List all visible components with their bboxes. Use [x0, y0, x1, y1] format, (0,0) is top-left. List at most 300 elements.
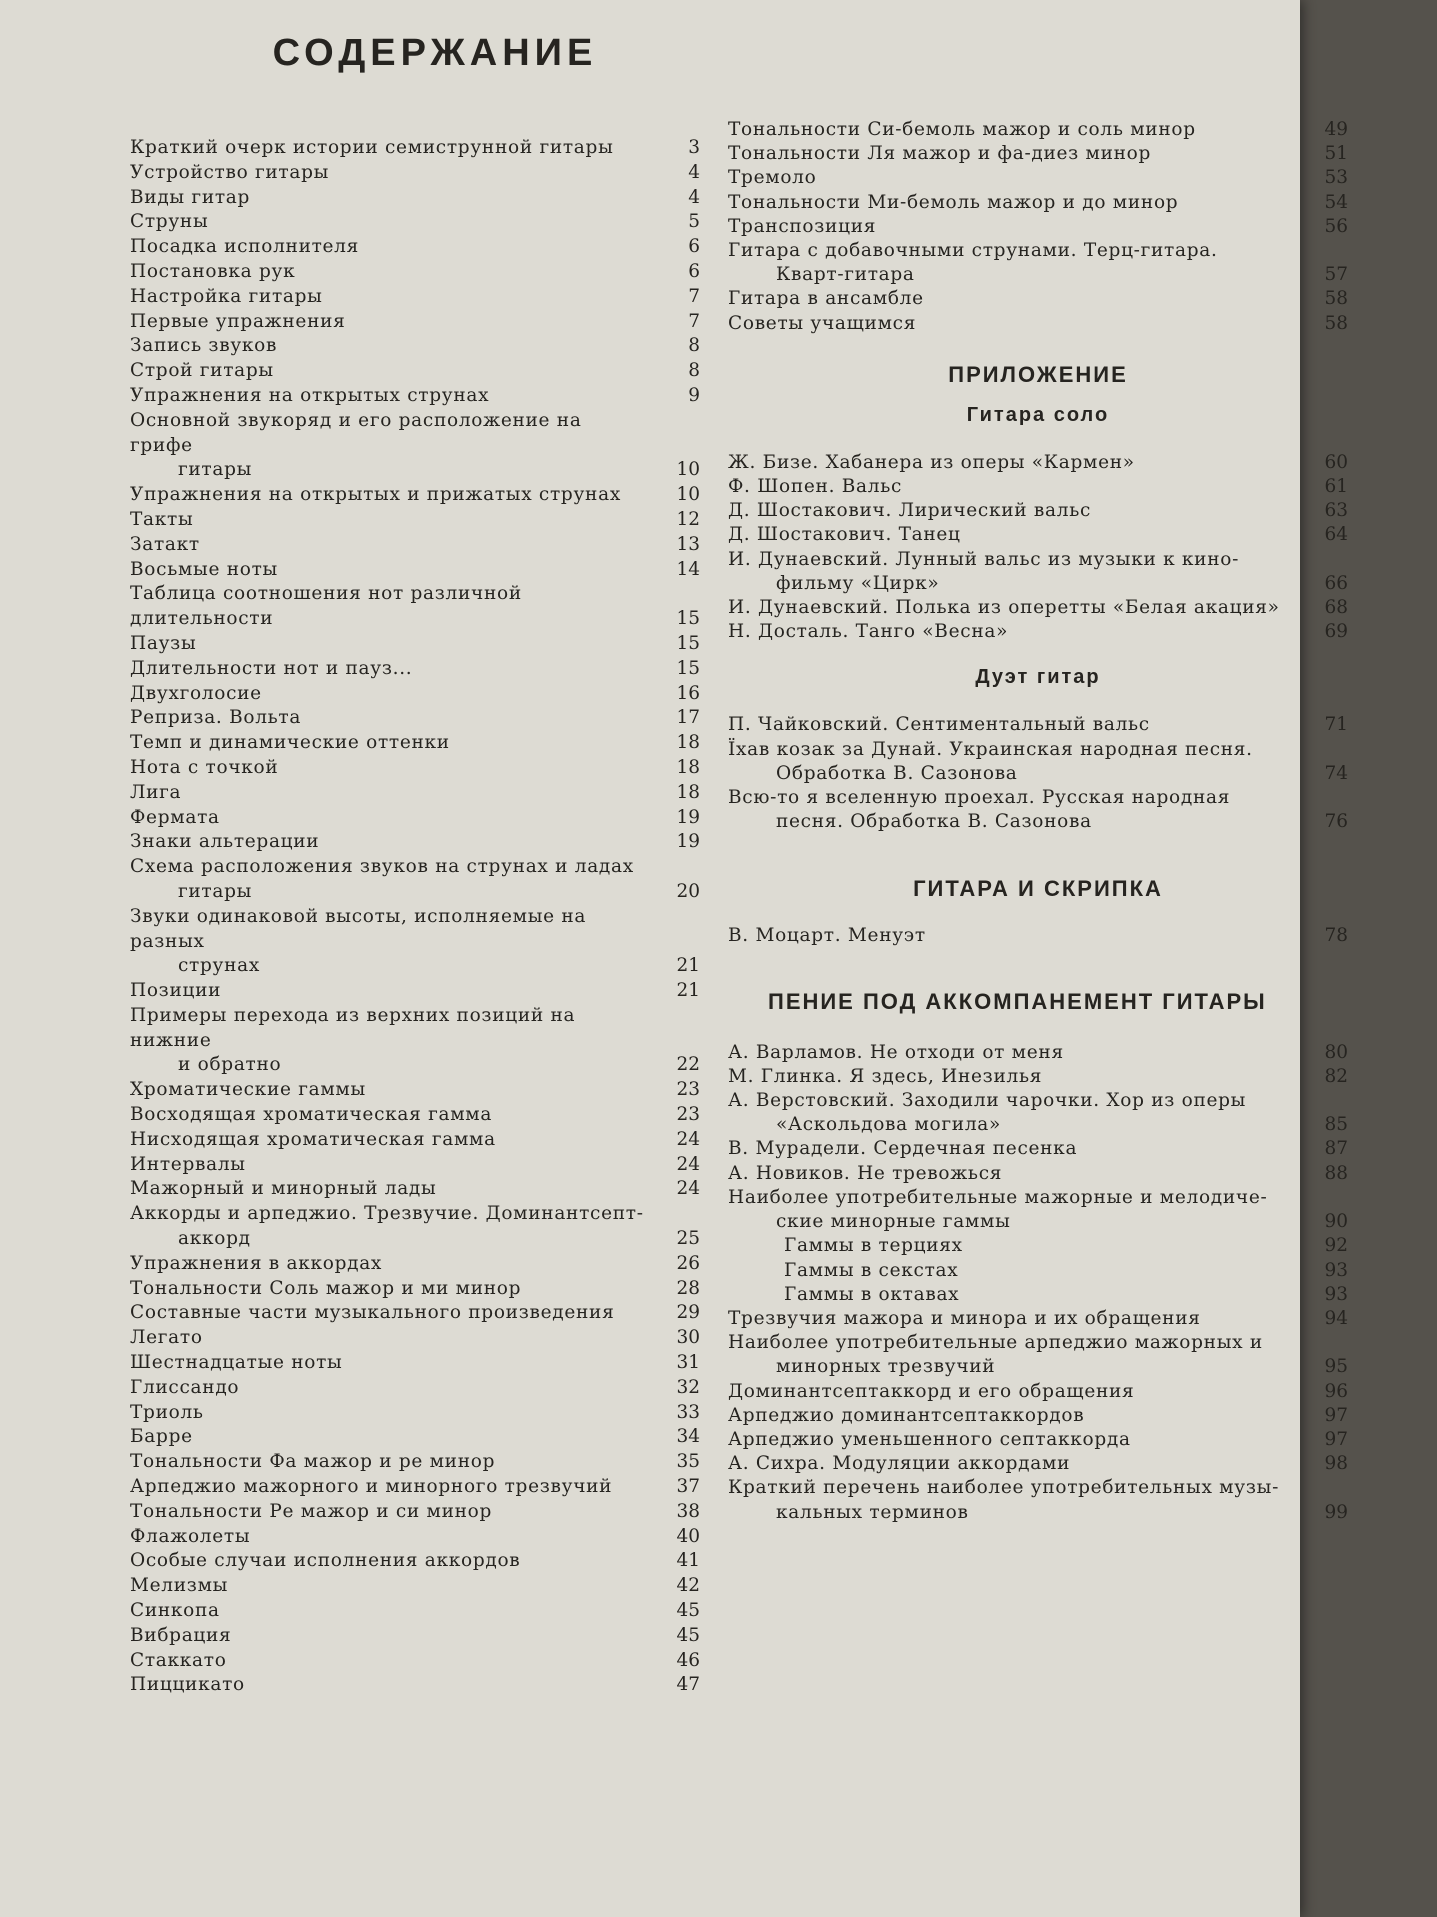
toc-page-number: 68 [1324, 597, 1348, 619]
toc-entry-title-line: ские минорные гаммы [776, 1211, 1011, 1233]
toc-entry-title [728, 1137, 1292, 1161]
toc-entry-title-line: Нота с точкой [130, 756, 279, 778]
toc-page-number: 74 [1324, 762, 1348, 784]
singing-list [728, 1041, 1348, 1525]
toc-page-number: 58 [1324, 288, 1348, 310]
toc-entry [130, 1525, 700, 1550]
toc-entry-title-line: Кварт-гитара [776, 264, 915, 286]
toc-entry [130, 1475, 700, 1500]
toc-entry-title-line: Глиссандо [130, 1376, 240, 1398]
toc-page-number: 7 [688, 285, 700, 307]
toc-page-number: 99 [1324, 1501, 1348, 1523]
toc-entry-title [130, 483, 648, 508]
toc-entry-title-line: Гаммы в секстах [784, 1259, 959, 1281]
toc-entry-title-line: Таблица соотношения нот различной длительности [130, 583, 522, 630]
toc-page-number: 47 [676, 1674, 700, 1696]
toc-entry-title [130, 1649, 648, 1674]
toc-entry-title [130, 1673, 648, 1698]
toc-entry-title [728, 713, 1292, 737]
toc-page-number: 8 [688, 335, 700, 357]
toc-page-number: 15 [676, 657, 700, 679]
toc-entry-title-line: Тональности Ре мажор и си минор [130, 1500, 493, 1522]
toc-entry-title-line: И. Дунаевский. Лунный вальс из музыки к кино- [728, 548, 1240, 570]
toc-page-number: 94 [1324, 1307, 1348, 1329]
toc-entry-title [130, 260, 648, 285]
toc-entry [130, 1103, 700, 1128]
toc-page-number: 31 [676, 1352, 700, 1374]
toc-entry-title [130, 756, 648, 781]
toc-entry-title-line: Упражнения на открытых и прижатых струнах [130, 484, 621, 506]
toc-entry-title-line: минорных трезвучий [776, 1356, 996, 1378]
toc-entry [728, 1259, 1348, 1283]
toc-entry-title-line: Составные части музыкального произведения [130, 1302, 615, 1324]
toc-entry [130, 1078, 700, 1103]
toc-entry [728, 215, 1348, 239]
toc-page-number: 40 [676, 1525, 700, 1547]
toc-page-number: 10 [676, 459, 700, 481]
toc-entry-title-line: Хроматические гаммы [130, 1079, 366, 1101]
toc-entry [728, 924, 1348, 948]
toc-entry-title-line: Д. Шостакович. Лирический вальс [728, 500, 1092, 522]
toc-page-number: 16 [676, 682, 700, 704]
toc-entry-title-line: Всю-то я вселенную проехал. Русская народная [728, 787, 1231, 809]
toc-entry-title [728, 166, 1292, 190]
toc-page-number: 3 [688, 137, 700, 158]
toc-entry-title [728, 786, 1292, 834]
toc-page-number: 4 [688, 161, 700, 183]
toc-entry [130, 632, 700, 657]
toc-entry-title-line: Затакт [130, 533, 200, 555]
toc-entry-title-line: Шестнадцатые ноты [130, 1352, 343, 1374]
toc-page-number: 9 [688, 384, 700, 406]
toc-entry-title-line: Интервалы [130, 1153, 246, 1175]
toc-page-number: 37 [676, 1476, 700, 1498]
toc-entry [130, 359, 700, 384]
toc-entry-title-line: Темп и динамические оттенки [130, 732, 450, 754]
toc-page-number: 25 [676, 1228, 700, 1250]
toc-entry [728, 1476, 1348, 1524]
toc-page-number: 93 [1324, 1283, 1348, 1305]
toc-page-number: 63 [1324, 500, 1348, 522]
toc-entry-title [130, 1549, 648, 1574]
toc-page-number: 97 [1324, 1404, 1348, 1426]
toc-entry [728, 713, 1348, 737]
toc-page-number: 51 [1324, 143, 1348, 165]
toc-entry-title-line: Советы учащимся [728, 312, 917, 334]
toc-entry-title [728, 1452, 1292, 1476]
toc-page-number: 57 [1324, 264, 1348, 286]
toc-page-number: 38 [676, 1500, 700, 1522]
toc-entry-title-line: Краткий очерк истории семиструнной гитары [130, 137, 614, 158]
toc-entry-title-line: аккорд [178, 1228, 251, 1250]
toc-entry-title-line: Легато [130, 1327, 203, 1349]
toc-entry-title [130, 508, 648, 533]
toc-entry-title [728, 191, 1292, 215]
toc-entry [728, 1137, 1348, 1161]
toc-entry-title [728, 215, 1292, 239]
toc-entry-title [130, 657, 648, 682]
toc-entry [728, 499, 1348, 523]
toc-entry-title-line: песня. Обработка В. Сазонова [776, 811, 1092, 833]
toc-page-number: 33 [676, 1401, 700, 1423]
toc-entry-title [130, 359, 648, 384]
toc-entry [130, 285, 700, 310]
toc-entry-title-line: Лига [130, 781, 182, 803]
toc-page-number: 19 [676, 831, 700, 853]
toc-entry-title-line: Мелизмы [130, 1575, 229, 1597]
toc-page-number: 28 [676, 1277, 700, 1299]
toc-entry [728, 1041, 1348, 1065]
toc-entry [130, 905, 700, 979]
toc-entry-title [728, 1307, 1292, 1331]
toc-page-number: 82 [1324, 1065, 1348, 1087]
toc-entry-title [728, 1404, 1292, 1428]
toc-entry-title-line: Пиццикато [130, 1674, 245, 1696]
toc-entry [728, 1162, 1348, 1186]
toc-page-number: 18 [676, 732, 700, 754]
toc-entry-title-line: А. Варламов. Не отходи от меня [728, 1041, 1064, 1063]
page-title: СОДЕРЖАНИЕ [272, 32, 598, 74]
toc-entry-title-line: Гаммы в октавах [784, 1283, 960, 1305]
toc-entry-title-line: Виды гитар [130, 186, 251, 208]
toc-page-number: 30 [676, 1327, 700, 1349]
toc-entry-title-line: Строй гитары [130, 360, 274, 382]
toc-page-number: 17 [676, 707, 700, 729]
toc-entry-title [130, 285, 648, 310]
toc-entry-title-line: А. Верстовский. Заходили чарочки. Хор из оперы [728, 1090, 1247, 1112]
toc-entry-title-line: Схема расположения звуков на струнах и ладах [130, 856, 634, 878]
toc-entry [130, 756, 700, 781]
toc-page-number: 87 [1324, 1138, 1348, 1160]
toc-entry-title-line: Тональности Соль мажор и ми минор [130, 1277, 522, 1299]
toc-entry [728, 523, 1348, 547]
toc-entry [130, 558, 700, 583]
toc-entry [728, 596, 1348, 620]
toc-page-number: 24 [676, 1178, 700, 1200]
toc-entry-title [130, 186, 648, 211]
toc-entry-title-line: Аккорды и арпеджио. Трезвучие. Доминантсепт- [130, 1203, 644, 1225]
toc-entry [728, 1065, 1348, 1089]
toc-entry-title [130, 1004, 648, 1078]
toc-page-number: 60 [1324, 451, 1348, 473]
toc-page-number: 78 [1324, 925, 1348, 947]
toc-entry-title [728, 620, 1292, 644]
toc-entry [130, 1351, 700, 1376]
toc-entry-title-line: Барре [130, 1426, 193, 1448]
toc-entry-title [728, 1162, 1292, 1186]
toc-entry-title-line: Тональности Фа мажор и ре минор [130, 1451, 496, 1473]
toc-entry-title [728, 142, 1292, 166]
toc-entry-title-line: Наиболее употребительные мажорные и мелодиче- [728, 1186, 1268, 1208]
toc-page-number: 5 [688, 211, 700, 233]
toc-entry-title [130, 1277, 648, 1302]
singing-heading: ПЕНИЕ ПОД АККОМПАНЕМЕНТ ГИТАРЫ [768, 988, 1267, 1014]
toc-page-number: 71 [1324, 714, 1348, 736]
toc-entry-title-line: Н. Досталь. Танго «Весна» [728, 621, 1009, 643]
toc-entry [130, 533, 700, 558]
toc-entry-title-line: гитары [178, 880, 253, 902]
toc-entry-title-line: А. Новиков. Не тревожься [728, 1162, 1003, 1184]
toc-page-number: 21 [676, 980, 700, 1002]
toc-entry [130, 855, 700, 905]
toc-entry-title-line: Восходящая хроматическая гамма [130, 1104, 493, 1126]
toc-entry [130, 731, 700, 756]
toc-page-number: 23 [676, 1079, 700, 1101]
toc-page-number: 4 [688, 186, 700, 208]
toc-entry-title-line: Тональности Ми-бемоль мажор и до минор [728, 191, 1179, 213]
toc-entry-title [728, 1283, 1292, 1307]
toc-page-number: 93 [1324, 1259, 1348, 1281]
guitar-duet-heading: Дуэт гитар [975, 666, 1101, 689]
toc-entry-title-line: Основной звукоряд и его расположение на грифе [130, 409, 582, 456]
toc-entry [130, 1301, 700, 1326]
toc-entry [130, 1376, 700, 1401]
toc-page-number: 92 [1324, 1235, 1348, 1257]
toc-entry-title [728, 1331, 1292, 1379]
toc-entry-title-line: Наиболее употребительные арпеджио мажорных и [728, 1332, 1263, 1354]
toc-entry [728, 451, 1348, 475]
toc-entry [130, 310, 700, 335]
toc-entry-title [728, 548, 1292, 596]
toc-entry [130, 1128, 700, 1153]
toc-entry [130, 1599, 700, 1624]
toc-entry-title [130, 235, 648, 260]
guitar-solo-list [728, 451, 1348, 645]
toc-entry-title-line: Стаккато [130, 1649, 227, 1671]
toc-entry-title [130, 1500, 648, 1525]
toc-entry-title-line: Звуки одинаковой высоты, исполняемые на разных [130, 905, 587, 952]
toc-entry [130, 830, 700, 855]
toc-entry-title [728, 499, 1292, 523]
toc-page-number: 85 [1324, 1114, 1348, 1136]
toc-entry-title-line: Мажорный и минорный лады [130, 1178, 437, 1200]
guitar-violin-list [728, 924, 1348, 948]
toc-entry-title-line: Длительности нот и пауз... [130, 657, 413, 679]
toc-entry-title-line: Тремоло [728, 167, 817, 189]
toc-page-number: 54 [1324, 191, 1348, 213]
toc-entry-title [728, 1259, 1292, 1283]
toc-entry [728, 1234, 1348, 1258]
toc-entry-title-line: Особые случаи исполнения аккордов [130, 1550, 521, 1572]
toc-page-number: 45 [676, 1600, 700, 1622]
toc-entry [728, 1283, 1348, 1307]
toc-entry-title [130, 806, 648, 831]
toc-entry-title [130, 310, 648, 335]
toc-entry-title [130, 409, 648, 483]
toc-entry-title [130, 1078, 648, 1103]
toc-entry [728, 786, 1348, 834]
toc-entry-title [130, 905, 648, 979]
guitar-duet-list [728, 713, 1348, 834]
toc-page-number: 12 [676, 508, 700, 530]
toc-entry-title-line: П. Чайковский. Сентиментальный вальс [728, 714, 1150, 736]
toc-page-number: 88 [1324, 1162, 1348, 1184]
toc-entry-title [130, 781, 648, 806]
toc-entry [130, 1153, 700, 1178]
toc-entry-title-line: Постановка рук [130, 260, 296, 282]
toc-page-number: 49 [1324, 119, 1348, 140]
toc-entry [130, 1277, 700, 1302]
toc-entry-title-line: Фермата [130, 806, 220, 828]
toc-entry [130, 483, 700, 508]
toc-right-top-list [728, 118, 1348, 336]
toc-entry-title-line: Позиции [130, 980, 222, 1002]
toc-entry-title [130, 1153, 648, 1178]
toc-entry-title [130, 1351, 648, 1376]
toc-entry [130, 1401, 700, 1426]
toc-entry-title [130, 1202, 648, 1252]
toc-entry [728, 620, 1348, 644]
toc-entry-title [728, 1428, 1292, 1452]
toc-entry-title [728, 1476, 1292, 1524]
toc-entry-title [728, 312, 1292, 336]
toc-entry-title [130, 706, 648, 731]
toc-entry [130, 582, 700, 632]
toc-entry [130, 1624, 700, 1649]
toc-entry [130, 1500, 700, 1525]
toc-page-number: 26 [676, 1252, 700, 1274]
toc-entry [130, 186, 700, 211]
toc-entry-title-line: Трезвучия мажора и минора и их обращения [728, 1307, 1201, 1329]
toc-entry-title [130, 1401, 648, 1426]
toc-entry-title-line: и обратно [178, 1054, 282, 1076]
toc-entry-title-line: Такты [130, 508, 194, 530]
toc-entry-title [130, 830, 648, 855]
toc-entry-title-line: В. Мурадели. Сердечная песенка [728, 1138, 1078, 1160]
toc-entry-title [130, 979, 648, 1004]
toc-entry [130, 706, 700, 731]
toc-entry-title [728, 1186, 1292, 1234]
toc-entry-title-line: Арпеджио доминантсептаккордов [728, 1404, 1085, 1426]
toc-entry-title-line: Знаки альтерации [130, 831, 320, 853]
toc-entry-title-line: Устройство гитары [130, 161, 330, 183]
toc-entry-title [728, 1041, 1292, 1065]
toc-entry [728, 1380, 1348, 1404]
toc-entry-title-line: Двухголосие [130, 682, 262, 704]
appendix-heading: ПРИЛОЖЕНИЕ [948, 361, 1128, 387]
toc-entry-title [130, 1301, 648, 1326]
toc-entry [728, 1186, 1348, 1234]
toc-entry [130, 657, 700, 682]
toc-entry-title [130, 1326, 648, 1351]
toc-entry-title-line: Синкопа [130, 1600, 220, 1622]
toc-entry-title [130, 384, 648, 409]
toc-entry-title-line: Д. Шостакович. Танец [728, 524, 961, 546]
toc-page-number: 95 [1324, 1356, 1348, 1378]
toc-entry-title [728, 1380, 1292, 1404]
toc-entry-title [130, 1128, 648, 1153]
toc-page-number: 8 [688, 360, 700, 382]
toc-page-number: 96 [1324, 1380, 1348, 1402]
toc-page-number: 6 [688, 236, 700, 258]
toc-page-number: 13 [676, 533, 700, 555]
toc-entry [130, 1004, 700, 1078]
toc-entry-title [130, 1177, 648, 1202]
toc-entry-title-line: Реприза. Вольта [130, 707, 302, 729]
toc-page-number: 15 [676, 608, 700, 630]
toc-page-number: 98 [1324, 1453, 1348, 1475]
toc-entry-title [130, 1574, 648, 1599]
toc-page-number: 18 [676, 756, 700, 778]
toc-entry-title-line: Краткий перечень наиболее употребительных музы- [728, 1477, 1280, 1499]
toc-page-number: 41 [676, 1550, 700, 1572]
toc-page-number: 53 [1324, 167, 1348, 189]
toc-entry [130, 210, 700, 235]
toc-entry-title [728, 924, 1292, 948]
toc-entry-title-line: Обработка В. Сазонова [776, 762, 1018, 784]
toc-entry [130, 1673, 700, 1698]
toc-entry-title [130, 1450, 648, 1475]
toc-entry [728, 118, 1348, 142]
toc-entry [728, 239, 1348, 287]
toc-page-number: 32 [676, 1376, 700, 1398]
toc-entry-title [130, 1103, 648, 1128]
toc-entry-title [130, 682, 648, 707]
toc-entry-title-line: Їхав козак за Дунай. Украинская народная песня. [728, 738, 1253, 760]
toc-page-number: 24 [676, 1153, 700, 1175]
toc-entry [130, 508, 700, 533]
toc-entry-title-line: «Аскольдова могила» [776, 1114, 1002, 1136]
toc-entry [728, 1089, 1348, 1137]
toc-entry [130, 1202, 700, 1252]
toc-entry [130, 1549, 700, 1574]
toc-entry-title-line: А. Сихра. Модуляции аккордами [728, 1453, 1071, 1475]
toc-entry-title [130, 1376, 648, 1401]
toc-entry [130, 161, 700, 186]
toc-left-column [130, 136, 700, 1698]
toc-page-number: 6 [688, 260, 700, 282]
toc-entry-title [728, 475, 1292, 499]
toc-page-number: 20 [676, 880, 700, 902]
toc-entry-title [728, 1234, 1292, 1258]
toc-entry [728, 287, 1348, 311]
toc-entry-title-line: Упражнения в аккордах [130, 1252, 383, 1274]
toc-entry-title [728, 1089, 1292, 1137]
toc-entry-title-line: Вибрация [130, 1624, 232, 1646]
toc-page-number: 7 [688, 310, 700, 332]
toc-page-number: 21 [676, 955, 700, 977]
guitar-solo-heading: Гитара соло [966, 403, 1110, 426]
toc-entry-title-line: Триоль [130, 1401, 204, 1423]
toc-entry [728, 548, 1348, 596]
toc-page-number: 10 [676, 484, 700, 506]
toc-entry [728, 1428, 1348, 1452]
toc-entry-title [130, 1475, 648, 1500]
toc-page-number: 42 [676, 1575, 700, 1597]
toc-entry-title [728, 287, 1292, 311]
toc-entry-title [130, 1425, 648, 1450]
toc-entry-title-line: струнах [178, 955, 261, 977]
toc-entry-title [130, 632, 648, 657]
toc-entry-title [130, 1599, 648, 1624]
toc-page-number: 56 [1324, 215, 1348, 237]
toc-entry-title-line: Первые упражнения [130, 310, 346, 332]
toc-entry-title [130, 533, 648, 558]
toc-page-number: 29 [676, 1302, 700, 1324]
toc-entry-title-line: Гитара в ансамбле [728, 288, 924, 310]
toc-page-number: 58 [1324, 312, 1348, 334]
toc-entry [130, 136, 700, 161]
toc-entry-title-line: Паузы [130, 632, 197, 654]
toc-entry-title-line: гитары [178, 459, 253, 481]
toc-entry-title [130, 1252, 648, 1277]
toc-entry-title-line: Тональности Ля мажор и фа-диез минор [728, 143, 1152, 165]
toc-entry-title [130, 161, 648, 186]
toc-entry [130, 1574, 700, 1599]
toc-entry-title [130, 855, 648, 905]
toc-page-number: 66 [1324, 572, 1348, 594]
toc-entry-title [130, 1525, 648, 1550]
